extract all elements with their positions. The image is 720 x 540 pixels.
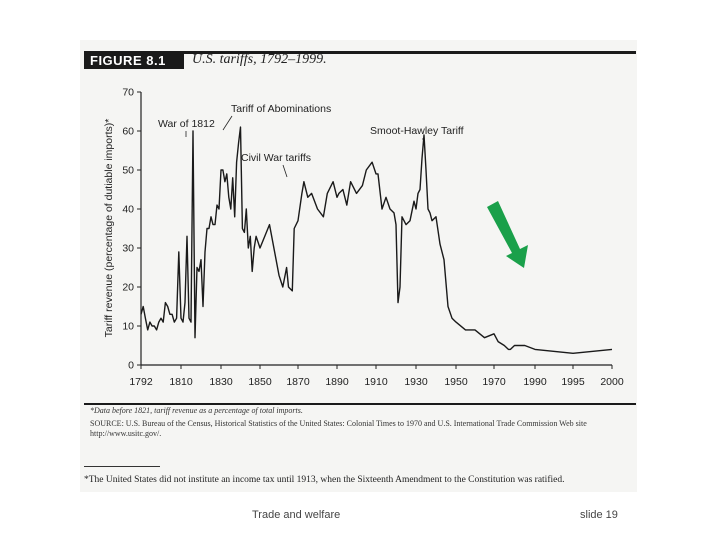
footnote-rule <box>84 403 636 405</box>
y-tick-label: 30 <box>122 242 134 255</box>
tariff-series-line <box>141 127 612 353</box>
footer-title: Trade and welfare <box>252 509 341 521</box>
x-tick-label: 1990 <box>523 376 547 388</box>
y-tick-label: 0 <box>128 359 134 372</box>
annotation-leader <box>223 116 232 130</box>
slide-number: slide 19 <box>580 509 618 521</box>
annotation-label: Smoot-Hawley Tariff <box>370 125 464 137</box>
annotations <box>158 103 464 177</box>
x-tick-label: 1792 <box>129 376 153 388</box>
y-tick-label: 40 <box>122 203 134 216</box>
y-tick-label: 10 <box>122 320 134 333</box>
x-tick-label: 1950 <box>444 376 468 388</box>
annotation-label: Tariff of Abominations <box>231 103 332 115</box>
x-tick-label: 1910 <box>364 376 388 388</box>
annotation-label: Civil War tariffs <box>241 152 312 164</box>
x-tick-label: 2000 <box>600 376 624 388</box>
note-rule <box>84 466 160 467</box>
income-tax-note: *The United States did not institute an income tax until 1913, when the Sixteenth Amendment to the Constitution was ratified. <box>84 475 565 485</box>
x-tick-label: 1870 <box>286 376 310 388</box>
x-tick-label: 1830 <box>209 376 233 388</box>
y-tick-label: 70 <box>122 86 134 99</box>
x-tick-label: 1850 <box>248 376 272 388</box>
y-tick-label: 20 <box>122 281 134 294</box>
x-tick-label: 1890 <box>325 376 349 388</box>
annotation-label: War of 1812 <box>158 118 215 130</box>
x-tick-label: 1995 <box>561 376 585 388</box>
source-note: SOURCE: U.S. Bureau of the Census, Historical Statistics of the United States: Colonial Times to 1970 and U.S. International Trade Commission Web site http://www.usitc.gov/. <box>90 419 587 438</box>
x-tick-label: 1970 <box>482 376 506 388</box>
y-tick-label: 60 <box>122 125 134 138</box>
figure-label: FIGURE 8.1 <box>90 53 166 68</box>
y-axis-label: Tariff revenue (percentage of dutiable imports)* <box>103 118 115 338</box>
footnote: *Data before 1821, tariff revenue as a percentage of total imports. <box>90 406 303 415</box>
x-tick-label: 1810 <box>169 376 193 388</box>
x-tick-label: 1930 <box>404 376 428 388</box>
x-ticks <box>129 365 624 388</box>
figure-title: U.S. tariffs, 1792–1999. <box>192 52 327 67</box>
arrow-icon <box>487 201 528 268</box>
y-tick-label: 50 <box>122 164 134 177</box>
annotation-leader <box>283 165 287 177</box>
y-ticks <box>122 87 141 372</box>
